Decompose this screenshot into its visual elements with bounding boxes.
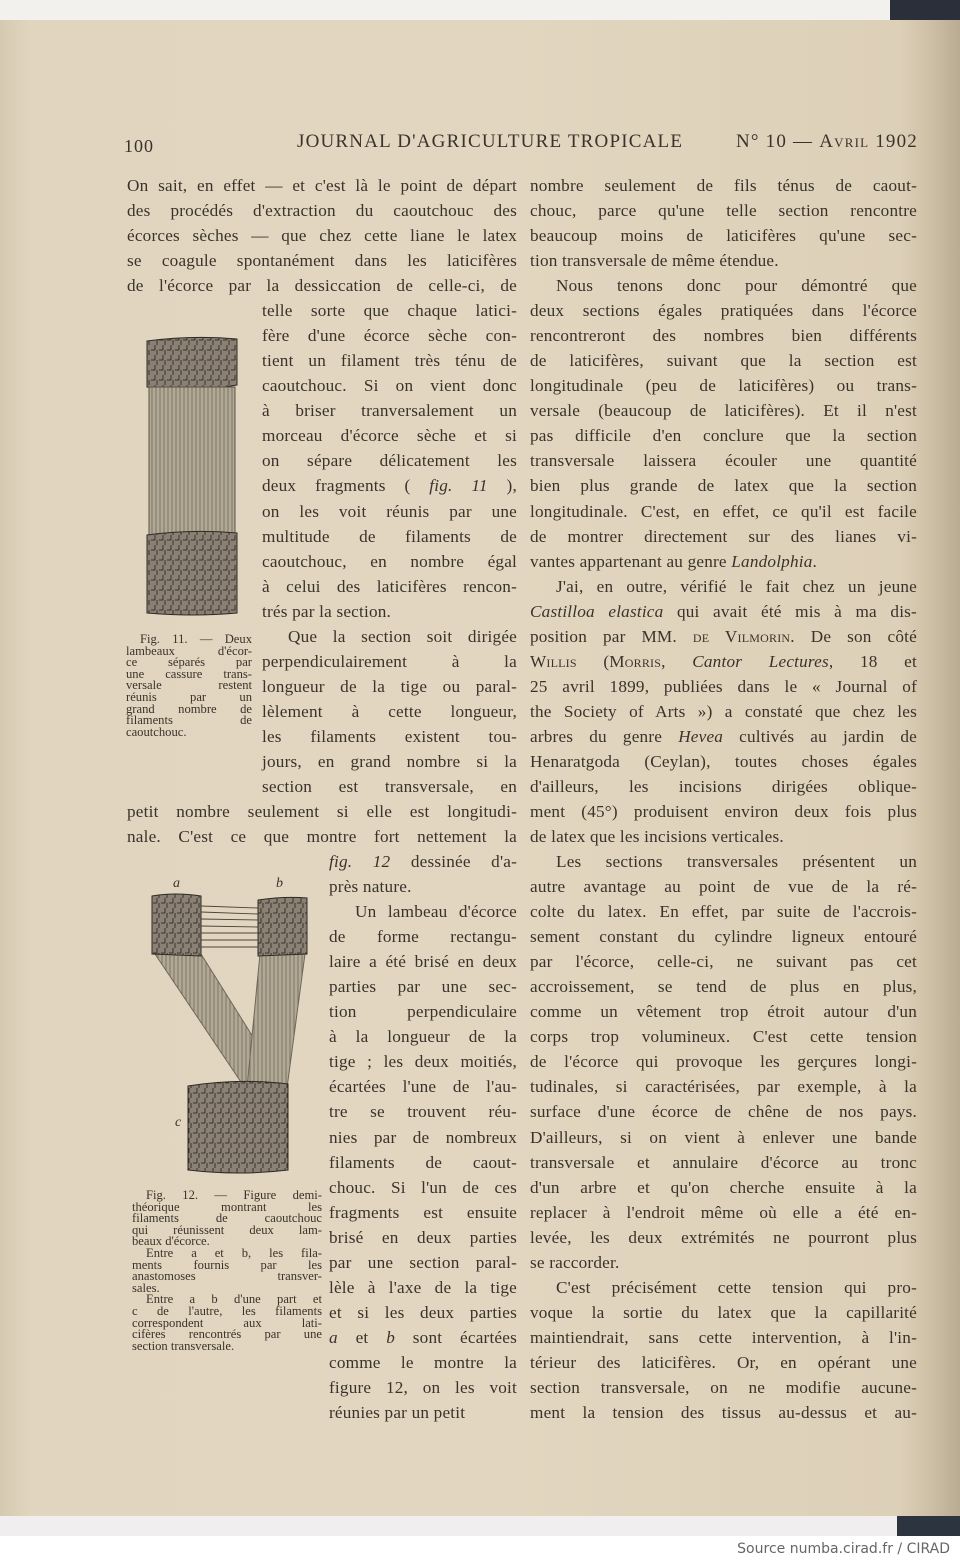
- text-line: bien plus grande de latex que la section: [530, 476, 917, 496]
- text-run: Willis (Morris,: [530, 651, 693, 671]
- text-line: voque la sortie du latex que la capillarité: [530, 1302, 917, 1322]
- caption-line: ments fournis par les: [132, 1257, 322, 1272]
- text-line: tre se trouvent réu-: [329, 1102, 517, 1122]
- caption-line: ce séparés par: [126, 655, 252, 670]
- text-line: C'est précisément cette tension qui pro-: [556, 1277, 917, 1297]
- caption-line: filaments de: [126, 713, 252, 728]
- text-line: colte du latex. En effet, par suite de l'accrois-: [530, 902, 917, 922]
- issue-date: [736, 131, 918, 153]
- text-line: fragments est ensuite: [329, 1202, 517, 1222]
- text-line: d'un arbre et qu'on cherche ensuite à la: [530, 1177, 917, 1197]
- text-line: tudinales, si caractérisées, par exemple, à la: [530, 1077, 917, 1097]
- text-run: vantes appartenant au genre: [530, 551, 732, 571]
- text-line: térieur des laticifères. Or, en opérant une: [530, 1352, 917, 1372]
- text-line: se raccorder.: [530, 1252, 620, 1272]
- text-line: à la longueur de la: [329, 1027, 517, 1047]
- text-line: [530, 601, 917, 623]
- figure-12-label-b: b: [276, 876, 283, 891]
- text-line: rencontreront des nombres bien différents: [530, 326, 917, 346]
- text-line: telle sorte que chaque latici-: [262, 301, 517, 321]
- caption-line: filaments de caoutchouc: [132, 1211, 322, 1226]
- text-line: de laticifères, suivant que la section est: [530, 351, 917, 371]
- text-line: par l'écorce, celle-ci, ne suivant pas cet: [530, 952, 917, 972]
- text-line: ment (45°) produisent environ deux fois plus: [530, 802, 917, 821]
- text-line: accroissement, se tend de plus en plus,: [530, 977, 917, 997]
- text-run: .: [812, 551, 818, 571]
- text-line: levée, les deux extrémités ne pourront plus: [530, 1227, 917, 1247]
- text-line: laire a été brisé en deux: [329, 952, 517, 972]
- issue-month: Avril: [819, 131, 870, 152]
- text-line: réunies par un petit: [329, 1402, 466, 1422]
- text-line: tige ; les deux moitiés,: [329, 1052, 517, 1072]
- text-line: multitude de filaments de: [262, 526, 517, 546]
- caption-line: Entre a et b, les fila-: [146, 1245, 322, 1260]
- text-line: chouc, parce qu'une telle section rencontre: [530, 201, 917, 221]
- caption-line: correspondent aux lati-: [132, 1315, 322, 1330]
- text-line: maintiendrait, sans cette intervention, à l'in-: [530, 1327, 917, 1347]
- text-line: ment la tension des tissus au-dessus et au-: [530, 1402, 917, 1422]
- text-line: Nous tenons donc pour démontré que: [556, 276, 917, 296]
- figure-12-label-a: a: [173, 876, 180, 891]
- text-line: d'ailleurs, les incisions dirigées oblique-: [530, 776, 917, 796]
- caption-line: Fig. 11. — Deux: [140, 632, 252, 646]
- text-line: nies par de nombreux: [329, 1127, 517, 1147]
- text-line: lèlement à cette longueur,: [262, 701, 517, 721]
- caption-line: réunis par un: [126, 689, 252, 704]
- text-run: cultivés au jardin de: [723, 726, 917, 746]
- text-line: chouc. Si l'un de ces: [329, 1177, 517, 1197]
- caption-line: beaux d'écorce.: [132, 1234, 210, 1249]
- text-line: comme un vêtement trop étroit autour d'un: [530, 1002, 917, 1022]
- running-head: [297, 131, 918, 153]
- text-line: 25 avril 1899, publiées dans le « Journal of: [530, 676, 917, 696]
- text-run: et: [337, 1327, 387, 1347]
- caption-line: section transversale.: [132, 1338, 235, 1353]
- text-line: [329, 851, 517, 873]
- caption-line: Entre a b d'une part et: [146, 1292, 322, 1307]
- text-line: jours, en grand nombre si la: [262, 751, 517, 771]
- text-line: transversale et annulaire d'écorce au tronc: [530, 1152, 917, 1172]
- text-line: près nature.: [329, 877, 412, 897]
- text-line: replacer à l'endroit même où elle a été en-: [530, 1202, 917, 1222]
- caption-line: versale restent: [126, 678, 252, 693]
- text-line: longitudinale. C'est, en effet, ce qu'il est facile: [530, 501, 917, 521]
- figure-11-illustration: [143, 335, 243, 620]
- text-line: les filaments existent tou-: [262, 726, 517, 746]
- text-line: parties par une sec-: [329, 977, 517, 997]
- text-line: perpendiculairement à la: [262, 651, 517, 671]
- text-line: [530, 726, 917, 748]
- text-line: Les sections transversales présentent un: [556, 852, 917, 872]
- caption-line: cifères rencontrés par une: [132, 1327, 322, 1342]
- text-line: longueur de la tige ou paral-: [262, 676, 517, 696]
- text-line: On sait, en effet — et c'est là le point de départ: [127, 176, 517, 195]
- caption-line: une cassure trans-: [126, 666, 252, 681]
- text-line: the Society of Arts ») a constaté que chez les: [530, 701, 917, 721]
- text-line: Que la section soit dirigée: [288, 626, 517, 646]
- caption-line: caoutchouc.: [126, 724, 187, 739]
- text-line: [262, 475, 517, 497]
- text-line: surface d'une écorce de chêne de nos pays.: [530, 1102, 917, 1122]
- text-line: des procédés d'extraction du caoutchouc des: [127, 201, 517, 221]
- text-line: petit nombre seulement si elle est longitudi-: [127, 802, 517, 821]
- text-line: lèle à l'axe de la tige: [329, 1277, 517, 1297]
- text-run: ),: [487, 476, 517, 496]
- text-run: qui avait été mis à ma dis-: [663, 601, 917, 621]
- text-line: position par MM. de Vilmorin. De son côté: [530, 626, 917, 646]
- page-number: 100: [124, 136, 154, 156]
- text-line: de forme rectangu-: [329, 927, 517, 947]
- text-run: , 18 et: [828, 651, 917, 671]
- text-line: caoutchouc. Si on vient donc: [262, 376, 517, 396]
- italic-text: Castilloa elastica: [530, 601, 664, 621]
- scan-bottom-strip: [0, 1516, 960, 1536]
- text-line: de l'écorce par la dessiccation de celle-ci, de: [127, 276, 517, 296]
- text-line: caoutchouc, en nombre égal: [262, 551, 517, 571]
- scan-edge: [890, 0, 960, 20]
- text-line: de l'écorce qui provoque les gerçures longi-: [530, 1052, 917, 1072]
- caption-line: théorique montrant les: [132, 1199, 322, 1214]
- italic-text: Cantor Lectures: [692, 651, 829, 671]
- caption-line: qui réunissent deux lam-: [132, 1222, 322, 1237]
- caption-line: grand nombre de: [126, 701, 252, 716]
- text-line: tient un filament très ténu de: [262, 351, 517, 371]
- text-line: D'ailleurs, si on vient à enlever une bande: [530, 1127, 917, 1147]
- caption-line: anastomoses transver-: [132, 1269, 322, 1284]
- text-line: autre avantage au point de vue de la ré-: [530, 877, 917, 897]
- text-line: Un lambeau d'écorce: [355, 902, 517, 922]
- italic-text: b: [386, 1327, 395, 1347]
- italic-text: fig. 12: [329, 852, 391, 872]
- text-line: [329, 1327, 517, 1349]
- text-line: et si les deux parties: [329, 1302, 517, 1322]
- text-line: nale. C'est ce que montre fort nettement la: [127, 827, 517, 847]
- text-line: morceau d'écorce sèche et si: [262, 426, 517, 446]
- text-line: section transversale, on ne modifie aucune-: [530, 1377, 917, 1397]
- italic-text: fig. 11: [429, 476, 488, 496]
- text-line: de montrer directement sur des lianes vi-: [530, 526, 917, 546]
- text-line: figure 12, on les voit: [329, 1377, 517, 1397]
- figure-12-illustration: [145, 888, 315, 1178]
- scan-top-strip: [0, 0, 960, 20]
- journal-title: JOURNAL D'AGRICULTURE TROPICALE: [297, 131, 684, 152]
- figure-12-caption: [132, 1190, 322, 1352]
- text-line: à briser tranversalement un: [262, 401, 517, 421]
- text-line: sement constant du cylindre ligneux entouré: [530, 927, 917, 947]
- figure-11-caption: [126, 634, 252, 738]
- caption-line: c de l'autre, les filaments: [132, 1303, 322, 1318]
- italic-text: Landolphia: [731, 551, 813, 571]
- text-line: J'ai, en outre, vérifié le fait chez un jeune: [556, 576, 917, 596]
- figure-12-label-c: c: [175, 1115, 182, 1130]
- text-line: tion perpendiculaire: [329, 1002, 517, 1022]
- caption-line: lambeaux d'écor-: [126, 643, 252, 658]
- text-line: de latex que les incisions verticales.: [530, 827, 784, 847]
- text-line: beaucoup moins de laticifères qu'une sec-: [530, 226, 917, 246]
- text-line: fère d'une écorce sèche con-: [262, 326, 517, 346]
- text-line: par une section paral-: [329, 1252, 517, 1272]
- text-line: [530, 551, 917, 573]
- text-line: section est transversale, en: [262, 776, 517, 796]
- source-credit: Source numba.cirad.fr / CIRAD: [737, 1541, 950, 1557]
- issue-year: 1902: [869, 131, 918, 152]
- text-line: brisé en deux parties: [329, 1227, 517, 1247]
- italic-text: Hevea: [678, 726, 724, 746]
- text-line: transversale laissera écouler une quantité: [530, 451, 917, 471]
- text-line: tion transversale de même étendue.: [530, 251, 779, 271]
- text-run: arbres du genre: [530, 726, 679, 746]
- text-run: dessinée d'a-: [390, 852, 517, 872]
- text-line: écorces sèches — que chez cette liane le latex: [127, 226, 517, 246]
- text-line: deux sections égales pratiquées dans l'écorce: [530, 301, 917, 321]
- text-line: se coagule spontanément dans les laticifères: [127, 251, 517, 271]
- italic-text: a: [329, 1327, 338, 1347]
- text-line: à celui des laticifères rencon-: [262, 576, 517, 596]
- text-line: Henaratgoda (Ceylan), toutes choses égales: [530, 751, 917, 771]
- issue-number: N° 10 —: [736, 131, 820, 152]
- text-line: nombre seulement de fils ténus de caout-: [530, 176, 917, 195]
- text-line: pas difficile d'en conclure que la section: [530, 426, 917, 446]
- text-run: deux fragments (: [262, 476, 430, 496]
- text-line: trés par la section.: [262, 601, 392, 621]
- text-line: comme le montre la: [329, 1352, 517, 1372]
- text-line: filaments de caout-: [329, 1152, 517, 1172]
- text-line: corps trop volumineux. C'est cette tension: [530, 1027, 917, 1047]
- caption-line: sales.: [132, 1280, 160, 1295]
- text-line: versale (beaucoup de laticifères). Et il n'est: [530, 401, 917, 421]
- text-run: sont écartées: [395, 1327, 517, 1347]
- text-line: on les voit réunis par une: [262, 501, 517, 521]
- scan-edge: [897, 1516, 960, 1536]
- caption-line: Fig. 12. — Figure demi-: [146, 1188, 322, 1202]
- text-line: écartées l'une de l'au-: [329, 1077, 517, 1097]
- text-line: on sépare délicatement les: [262, 451, 517, 471]
- text-line: [530, 651, 917, 673]
- text-line: longitudinale (peu de laticifères) ou trans-: [530, 376, 917, 396]
